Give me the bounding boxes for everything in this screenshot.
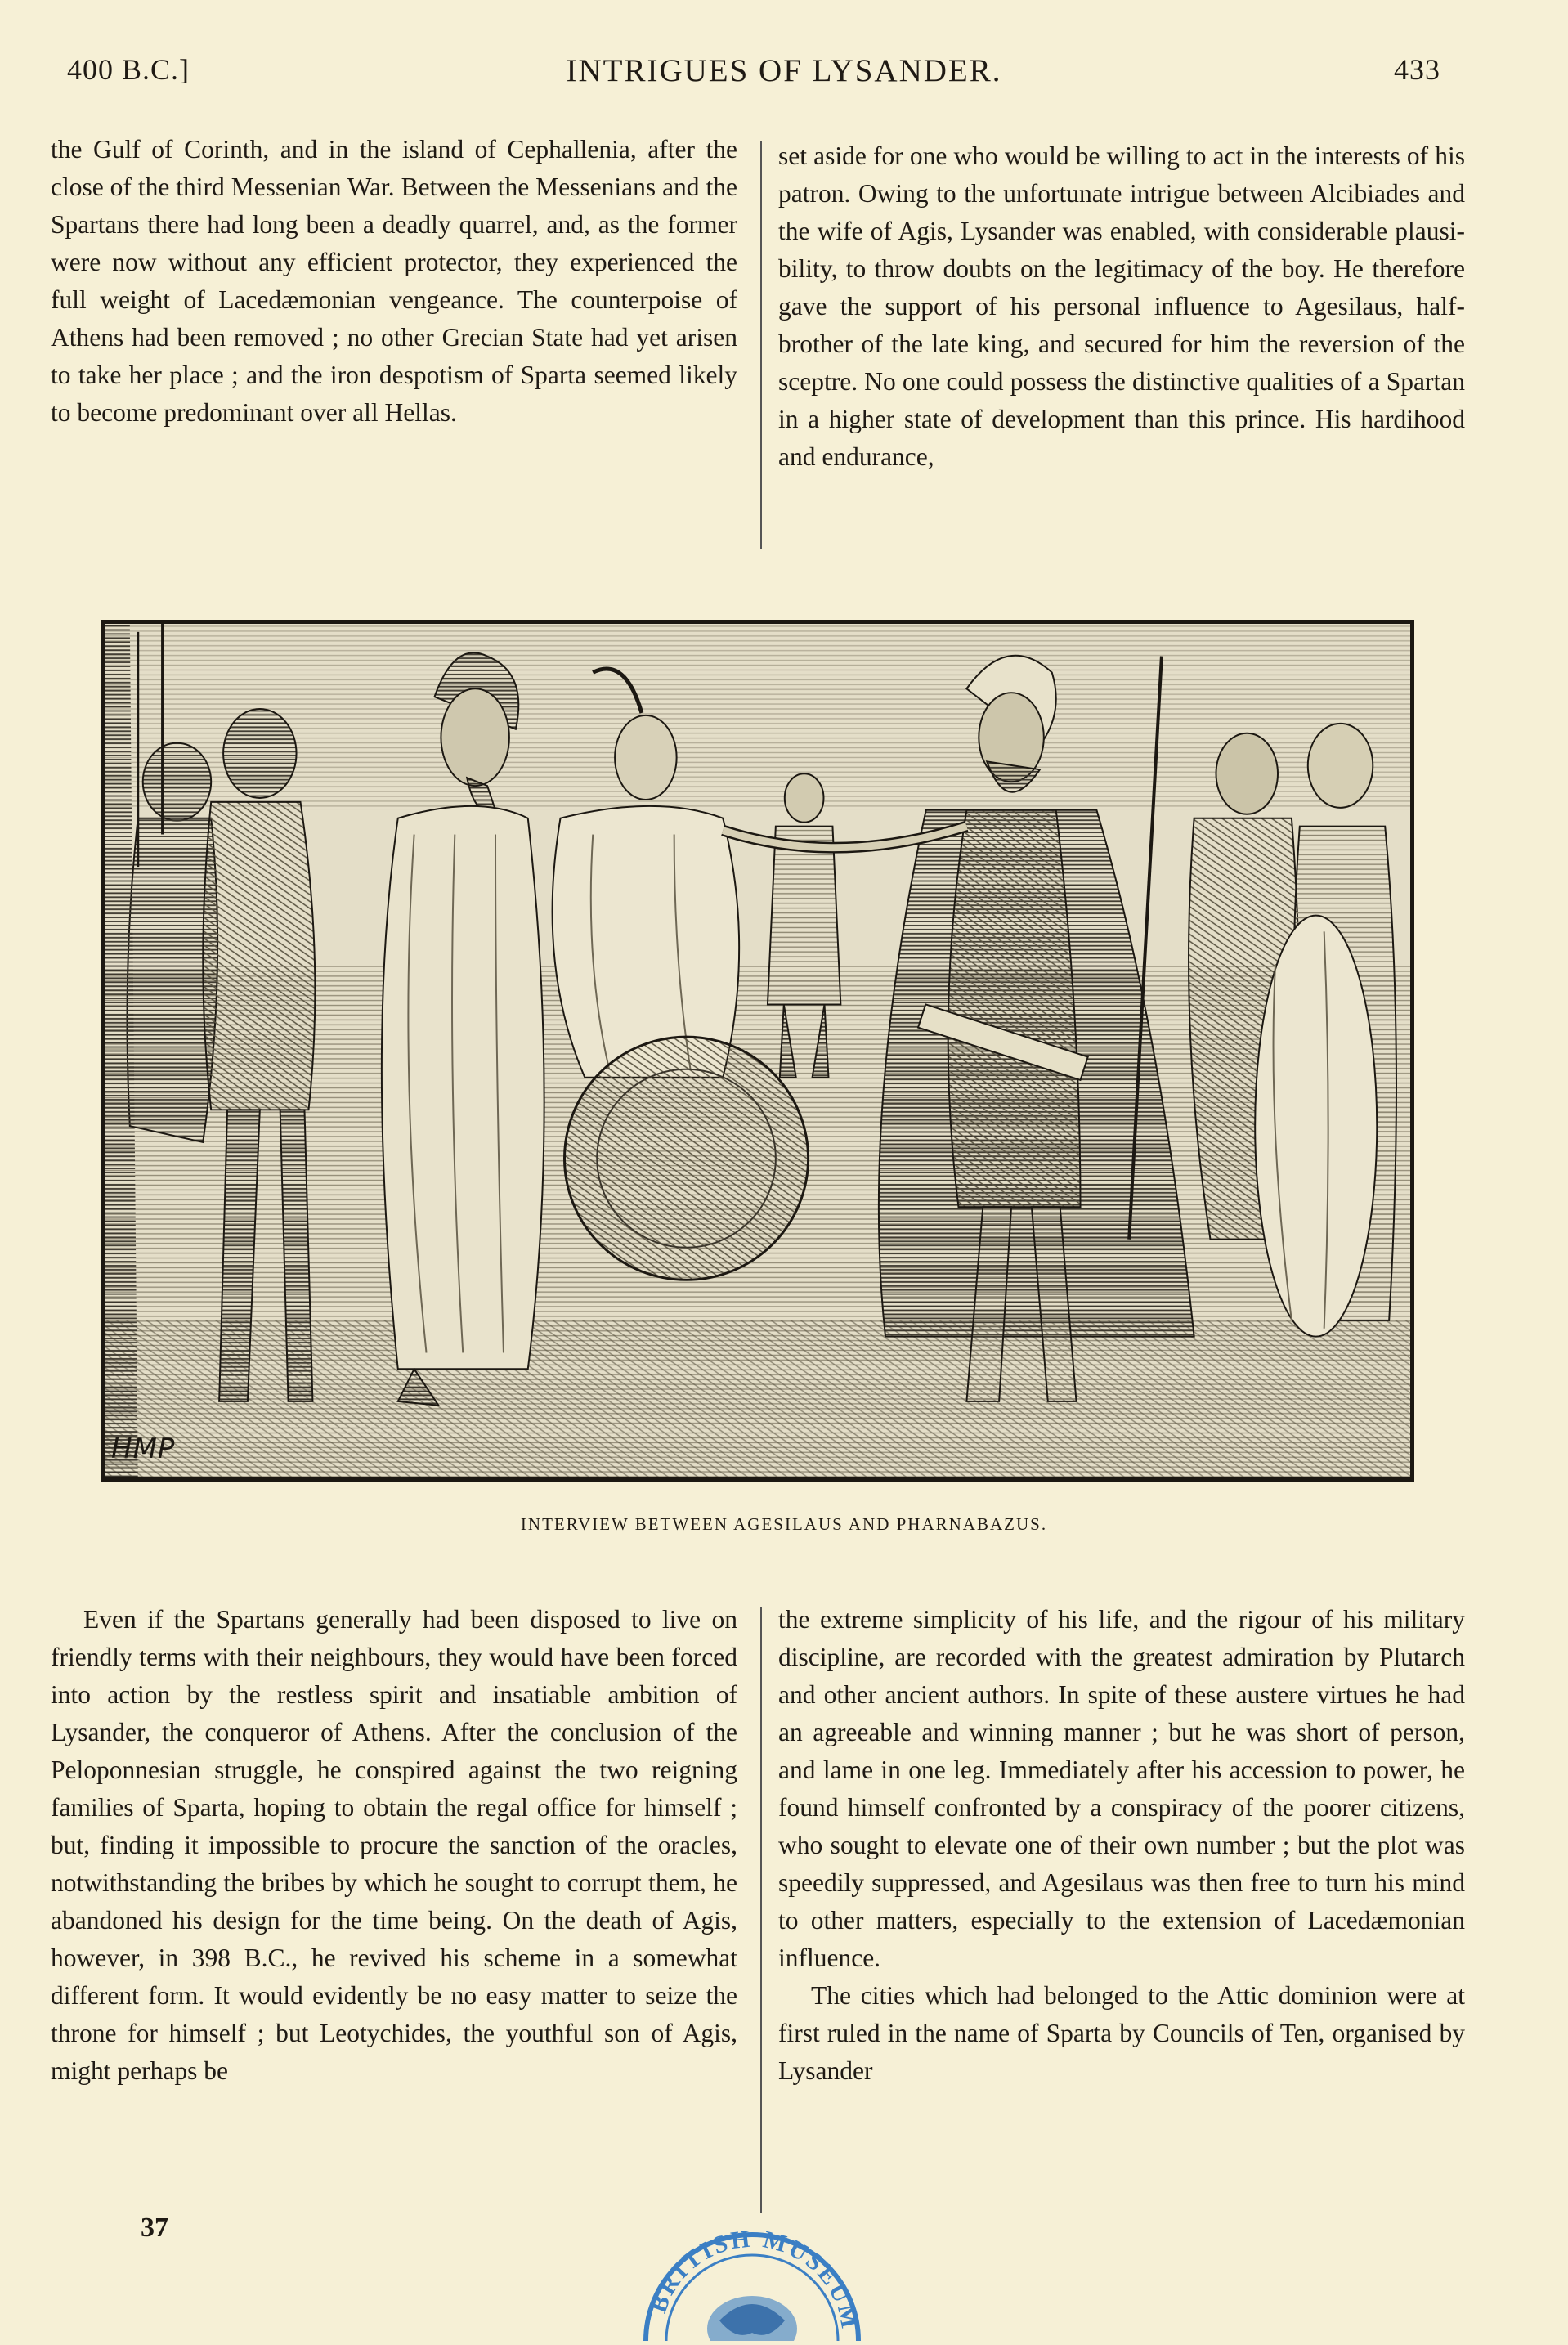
bottom-left-column (51, 1601, 737, 2090)
page-number: 433 (1394, 53, 1440, 86)
artist-monogram: HMP (111, 1433, 176, 1465)
engraving-illustration (101, 620, 1414, 1482)
paragraph: set aside for one who would be willing to act in the interests of his patron. Owing to the unfortunate intrigue between Alcibiades and the wife of Agis, Lysander was enabled, with considerable plausibility, to throw doubts on the legitimacy of the boy. He therefore gave the support of his personal influence to Agesilaus, half-brother of the late king, and secured for him the reversion of the sceptre. No one could possess the distinctive qualities of a Spartan in a higher state of development than this prince. His hardihood and endurance, (778, 141, 1465, 471)
svg-text:BRITISH MUSEUM: BRITISH MUSEUM (644, 2225, 864, 2333)
figure-caption: INTERVIEW BETWEEN AGESILAUS AND PHARNABAZUS. (520, 1514, 1048, 1534)
bottom-right-column (778, 1601, 1465, 2090)
running-title: INTRIGUES OF LYSANDER. (566, 53, 1002, 88)
column-divider (760, 141, 762, 549)
column-divider (760, 1607, 762, 2213)
museum-stamp (629, 2198, 875, 2341)
engraving-drawing (105, 624, 1410, 1477)
paragraph: Even if the Spartans generally had been disposed to live on friendly terms with their neighbours, they would have been forced into action by the restless spirit and insatiable ambition of Lysander, the conqueror of Athens. After the conclusion of the Peloponnesian struggle, he conspired against the two reigning families of Sparta, hoping to obtain the regal office for himself ; but, finding it impossible to procure the sanction of the oracles, notwithstanding the bribes by which he sought to corrupt them, he abandoned his design for the time being. On the death of Agis, however, in 398 B.C., he revived his scheme in a somewhat different form. It would evidently be no easy matter to seize the throne for himself ; but Leotychides, the youthful son of Agis, might perhaps be (51, 1605, 737, 2085)
museum-seal (629, 2198, 875, 2341)
top-right-column (778, 137, 1465, 476)
paragraph: the Gulf of Corinth, and in the island of Cephallenia, after the close of the third Messenian War. Between the Messenians and the Spartans there had long been a deadly quarrel, and, as the former were now without any efficient protector, they experienced the full weight of Lacedæmonian vengeance. The counterpoise of Athens had been removed ; no other Grecian State had yet arisen to take her place ; and the iron despotism of Sparta seemed likely to become predominant over all Hellas. (51, 135, 737, 427)
signature-mark: 37 (141, 2213, 168, 2243)
top-left-column (51, 131, 737, 432)
paragraph: The cities which had belonged to the Attic dominion were at first ruled in the name of Sparta by Councils of Ten, organised by Lysander (778, 1981, 1465, 2085)
paragraph: the extreme simplicity of his life, and the rigour of his military discipline, are recorded with the greatest admiration by Plutarch and other ancient authors. In spite of these austere virtues he had an agreeable and winning manner ; but he was short of person, and lame in one leg. Immediately after his accession to power, he found himself confronted by a conspiracy of the poorer citizens, who sought to elevate one of their own number ; but the plot was speedily suppressed, and Agesilaus was then free to turn his mind to other matters, especially to the extension of Lacedæmonian influence. (778, 1605, 1465, 1972)
date-marker: 400 B.C.] (67, 53, 190, 86)
